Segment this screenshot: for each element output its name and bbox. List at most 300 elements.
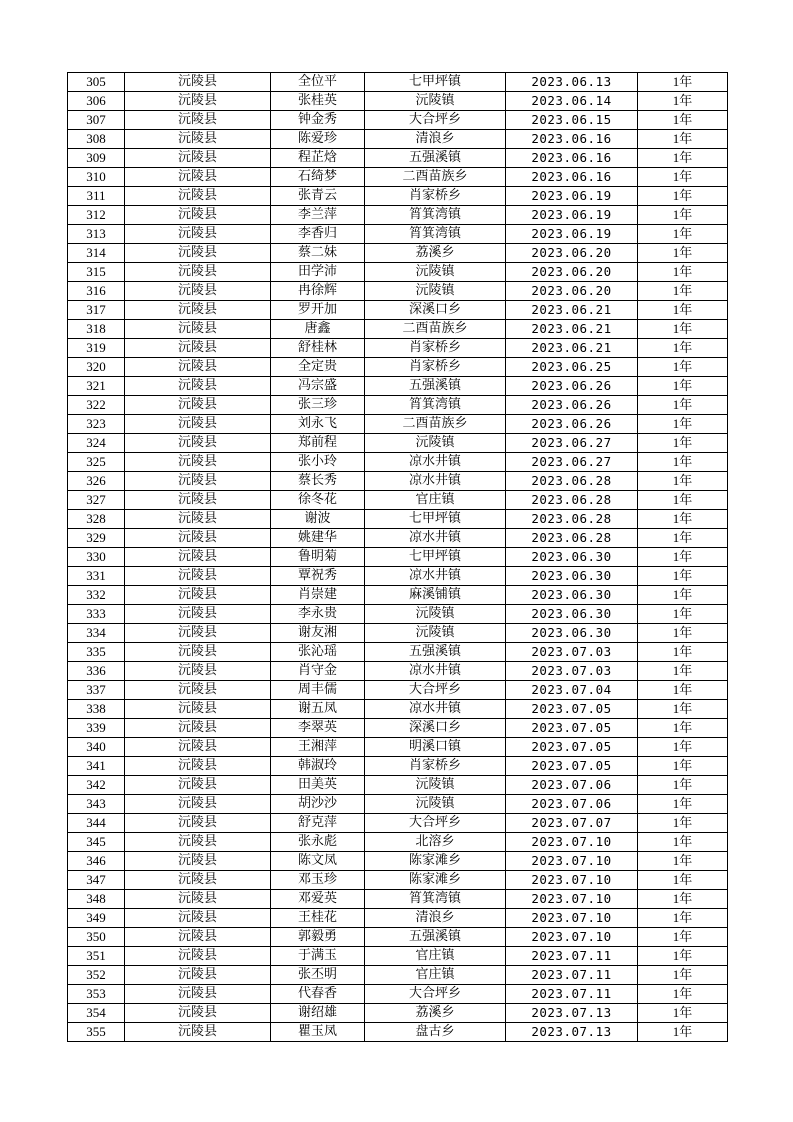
term-cell: 1年 <box>638 73 728 92</box>
table-row <box>68 206 728 225</box>
row-number-cell: 330 <box>68 548 125 567</box>
township-cell: 沅陵镇 <box>365 776 506 795</box>
row-number-cell: 340 <box>68 738 125 757</box>
table-row <box>68 396 728 415</box>
date-cell: 2023.06.19 <box>506 187 638 206</box>
name-cell: 钟金秀 <box>271 111 365 130</box>
township-cell: 七甲坪镇 <box>365 548 506 567</box>
county-cell: 沅陵县 <box>125 605 271 624</box>
row-number-cell: 339 <box>68 719 125 738</box>
township-cell: 凉水井镇 <box>365 567 506 586</box>
term-cell: 1年 <box>638 263 728 282</box>
county-cell: 沅陵县 <box>125 700 271 719</box>
date-cell: 2023.06.30 <box>506 567 638 586</box>
row-number-cell: 328 <box>68 510 125 529</box>
name-cell: 张小玲 <box>271 453 365 472</box>
table-row <box>68 130 728 149</box>
county-cell: 沅陵县 <box>125 187 271 206</box>
township-cell: 五强溪镇 <box>365 149 506 168</box>
table-row <box>68 719 728 738</box>
date-cell: 2023.07.11 <box>506 947 638 966</box>
row-number-cell: 312 <box>68 206 125 225</box>
date-cell: 2023.06.25 <box>506 358 638 377</box>
term-cell: 1年 <box>638 396 728 415</box>
county-cell: 沅陵县 <box>125 472 271 491</box>
term-cell: 1年 <box>638 282 728 301</box>
date-cell: 2023.07.05 <box>506 757 638 776</box>
name-cell: 全定贵 <box>271 358 365 377</box>
table-row <box>68 149 728 168</box>
county-cell: 沅陵县 <box>125 92 271 111</box>
name-cell: 张永彪 <box>271 833 365 852</box>
county-cell: 沅陵县 <box>125 111 271 130</box>
table-row <box>68 529 728 548</box>
county-cell: 沅陵县 <box>125 225 271 244</box>
county-cell: 沅陵县 <box>125 206 271 225</box>
county-cell: 沅陵县 <box>125 586 271 605</box>
township-cell: 筲箕湾镇 <box>365 396 506 415</box>
term-cell: 1年 <box>638 358 728 377</box>
county-cell: 沅陵县 <box>125 662 271 681</box>
county-cell: 沅陵县 <box>125 453 271 472</box>
table-row <box>68 985 728 1004</box>
date-cell: 2023.07.10 <box>506 890 638 909</box>
term-cell: 1年 <box>638 567 728 586</box>
county-cell: 沅陵县 <box>125 985 271 1004</box>
date-cell: 2023.07.07 <box>506 814 638 833</box>
date-cell: 2023.07.10 <box>506 928 638 947</box>
term-cell: 1年 <box>638 985 728 1004</box>
township-cell: 北溶乡 <box>365 833 506 852</box>
table-row <box>68 244 728 263</box>
county-cell: 沅陵县 <box>125 947 271 966</box>
term-cell: 1年 <box>638 624 728 643</box>
date-cell: 2023.06.16 <box>506 149 638 168</box>
township-cell: 凉水井镇 <box>365 700 506 719</box>
row-number-cell: 336 <box>68 662 125 681</box>
row-number-cell: 307 <box>68 111 125 130</box>
table-row <box>68 814 728 833</box>
township-cell: 大合坪乡 <box>365 111 506 130</box>
county-cell: 沅陵县 <box>125 434 271 453</box>
date-cell: 2023.07.05 <box>506 738 638 757</box>
date-cell: 2023.07.11 <box>506 966 638 985</box>
county-cell: 沅陵县 <box>125 1004 271 1023</box>
table-row <box>68 434 728 453</box>
table-row <box>68 624 728 643</box>
term-cell: 1年 <box>638 681 728 700</box>
date-cell: 2023.07.10 <box>506 871 638 890</box>
county-cell: 沅陵县 <box>125 320 271 339</box>
table-row <box>68 225 728 244</box>
row-number-cell: 344 <box>68 814 125 833</box>
term-cell: 1年 <box>638 206 728 225</box>
name-cell: 邓玉珍 <box>271 871 365 890</box>
table-row <box>68 377 728 396</box>
name-cell: 周丰儒 <box>271 681 365 700</box>
township-cell: 沅陵镇 <box>365 282 506 301</box>
term-cell: 1年 <box>638 168 728 187</box>
township-cell: 官庄镇 <box>365 947 506 966</box>
term-cell: 1年 <box>638 871 728 890</box>
county-cell: 沅陵县 <box>125 149 271 168</box>
record-sheet <box>67 72 728 1042</box>
table-row <box>68 966 728 985</box>
county-cell: 沅陵县 <box>125 301 271 320</box>
county-cell: 沅陵县 <box>125 339 271 358</box>
table-row <box>68 871 728 890</box>
term-cell: 1年 <box>638 757 728 776</box>
name-cell: 谢绍雄 <box>271 1004 365 1023</box>
row-number-cell: 316 <box>68 282 125 301</box>
table-row <box>68 111 728 130</box>
county-cell: 沅陵县 <box>125 890 271 909</box>
row-number-cell: 338 <box>68 700 125 719</box>
township-cell: 沅陵镇 <box>365 92 506 111</box>
table-row <box>68 757 728 776</box>
table-row <box>68 909 728 928</box>
row-number-cell: 325 <box>68 453 125 472</box>
row-number-cell: 329 <box>68 529 125 548</box>
date-cell: 2023.06.28 <box>506 472 638 491</box>
name-cell: 唐鑫 <box>271 320 365 339</box>
table-row <box>68 453 728 472</box>
township-cell: 深溪口乡 <box>365 719 506 738</box>
date-cell: 2023.07.05 <box>506 700 638 719</box>
term-cell: 1年 <box>638 472 728 491</box>
term-cell: 1年 <box>638 111 728 130</box>
date-cell: 2023.06.20 <box>506 244 638 263</box>
name-cell: 胡沙沙 <box>271 795 365 814</box>
county-cell: 沅陵县 <box>125 909 271 928</box>
row-number-cell: 342 <box>68 776 125 795</box>
table-row <box>68 643 728 662</box>
name-cell: 冉徐辉 <box>271 282 365 301</box>
date-cell: 2023.06.19 <box>506 225 638 244</box>
date-cell: 2023.06.15 <box>506 111 638 130</box>
row-number-cell: 308 <box>68 130 125 149</box>
name-cell: 蔡长秀 <box>271 472 365 491</box>
township-cell: 官庄镇 <box>365 491 506 510</box>
term-cell: 1年 <box>638 149 728 168</box>
date-cell: 2023.06.30 <box>506 586 638 605</box>
term-cell: 1年 <box>638 966 728 985</box>
term-cell: 1年 <box>638 130 728 149</box>
row-number-cell: 321 <box>68 377 125 396</box>
row-number-cell: 349 <box>68 909 125 928</box>
table-row <box>68 1023 728 1042</box>
township-cell: 明溪口镇 <box>365 738 506 757</box>
row-number-cell: 355 <box>68 1023 125 1042</box>
table-row <box>68 548 728 567</box>
county-cell: 沅陵县 <box>125 396 271 415</box>
name-cell: 张桂英 <box>271 92 365 111</box>
table-row <box>68 320 728 339</box>
name-cell: 李翠英 <box>271 719 365 738</box>
township-cell: 陈家滩乡 <box>365 871 506 890</box>
county-cell: 沅陵县 <box>125 928 271 947</box>
name-cell: 全位平 <box>271 73 365 92</box>
table-row <box>68 776 728 795</box>
name-cell: 张青云 <box>271 187 365 206</box>
date-cell: 2023.06.13 <box>506 73 638 92</box>
name-cell: 徐冬花 <box>271 491 365 510</box>
name-cell: 鲁明菊 <box>271 548 365 567</box>
name-cell: 舒克萍 <box>271 814 365 833</box>
table-row <box>68 187 728 206</box>
name-cell: 舒桂林 <box>271 339 365 358</box>
table-row <box>68 282 728 301</box>
name-cell: 于满玉 <box>271 947 365 966</box>
county-cell: 沅陵县 <box>125 1023 271 1042</box>
name-cell: 谢友湘 <box>271 624 365 643</box>
row-number-cell: 348 <box>68 890 125 909</box>
records-table <box>67 72 728 1042</box>
table-row <box>68 510 728 529</box>
date-cell: 2023.06.16 <box>506 130 638 149</box>
table-row <box>68 605 728 624</box>
name-cell: 肖崇建 <box>271 586 365 605</box>
township-cell: 二酉苗族乡 <box>365 320 506 339</box>
term-cell: 1年 <box>638 738 728 757</box>
township-cell: 肖家桥乡 <box>365 187 506 206</box>
table-row <box>68 263 728 282</box>
township-cell: 荔溪乡 <box>365 244 506 263</box>
county-cell: 沅陵县 <box>125 871 271 890</box>
date-cell: 2023.06.26 <box>506 415 638 434</box>
row-number-cell: 324 <box>68 434 125 453</box>
table-row <box>68 662 728 681</box>
county-cell: 沅陵县 <box>125 833 271 852</box>
name-cell: 张三珍 <box>271 396 365 415</box>
row-number-cell: 311 <box>68 187 125 206</box>
term-cell: 1年 <box>638 776 728 795</box>
county-cell: 沅陵县 <box>125 624 271 643</box>
table-row <box>68 1004 728 1023</box>
name-cell: 石绮梦 <box>271 168 365 187</box>
name-cell: 田学沛 <box>271 263 365 282</box>
term-cell: 1年 <box>638 928 728 947</box>
table-row <box>68 833 728 852</box>
row-number-cell: 313 <box>68 225 125 244</box>
county-cell: 沅陵县 <box>125 263 271 282</box>
date-cell: 2023.06.27 <box>506 434 638 453</box>
county-cell: 沅陵县 <box>125 776 271 795</box>
name-cell: 肖守金 <box>271 662 365 681</box>
row-number-cell: 305 <box>68 73 125 92</box>
table-row <box>68 92 728 111</box>
township-cell: 二酉苗族乡 <box>365 168 506 187</box>
township-cell: 肖家桥乡 <box>365 358 506 377</box>
county-cell: 沅陵县 <box>125 681 271 700</box>
table-row <box>68 586 728 605</box>
row-number-cell: 314 <box>68 244 125 263</box>
table-row <box>68 928 728 947</box>
date-cell: 2023.07.03 <box>506 662 638 681</box>
term-cell: 1年 <box>638 605 728 624</box>
table-row <box>68 358 728 377</box>
township-cell: 沅陵镇 <box>365 624 506 643</box>
county-cell: 沅陵县 <box>125 795 271 814</box>
date-cell: 2023.06.16 <box>506 168 638 187</box>
row-number-cell: 333 <box>68 605 125 624</box>
date-cell: 2023.07.06 <box>506 795 638 814</box>
township-cell: 五强溪镇 <box>365 377 506 396</box>
date-cell: 2023.07.06 <box>506 776 638 795</box>
term-cell: 1年 <box>638 434 728 453</box>
date-cell: 2023.07.05 <box>506 719 638 738</box>
date-cell: 2023.06.26 <box>506 377 638 396</box>
township-cell: 筲箕湾镇 <box>365 890 506 909</box>
county-cell: 沅陵县 <box>125 491 271 510</box>
term-cell: 1年 <box>638 453 728 472</box>
date-cell: 2023.06.30 <box>506 605 638 624</box>
date-cell: 2023.07.10 <box>506 833 638 852</box>
row-number-cell: 318 <box>68 320 125 339</box>
row-number-cell: 334 <box>68 624 125 643</box>
name-cell: 覃祝秀 <box>271 567 365 586</box>
township-cell: 二酉苗族乡 <box>365 415 506 434</box>
name-cell: 张沁瑶 <box>271 643 365 662</box>
term-cell: 1年 <box>638 377 728 396</box>
row-number-cell: 315 <box>68 263 125 282</box>
date-cell: 2023.06.20 <box>506 263 638 282</box>
township-cell: 盘古乡 <box>365 1023 506 1042</box>
table-row <box>68 681 728 700</box>
county-cell: 沅陵县 <box>125 168 271 187</box>
name-cell: 谢波 <box>271 510 365 529</box>
township-cell: 七甲坪镇 <box>365 73 506 92</box>
term-cell: 1年 <box>638 187 728 206</box>
township-cell: 沅陵镇 <box>365 605 506 624</box>
county-cell: 沅陵县 <box>125 415 271 434</box>
name-cell: 李兰萍 <box>271 206 365 225</box>
table-row <box>68 947 728 966</box>
county-cell: 沅陵县 <box>125 73 271 92</box>
date-cell: 2023.06.28 <box>506 491 638 510</box>
term-cell: 1年 <box>638 795 728 814</box>
row-number-cell: 319 <box>68 339 125 358</box>
name-cell: 郑前程 <box>271 434 365 453</box>
name-cell: 程芷焓 <box>271 149 365 168</box>
table-row <box>68 852 728 871</box>
row-number-cell: 327 <box>68 491 125 510</box>
township-cell: 沅陵镇 <box>365 263 506 282</box>
row-number-cell: 323 <box>68 415 125 434</box>
township-cell: 荔溪乡 <box>365 1004 506 1023</box>
county-cell: 沅陵县 <box>125 643 271 662</box>
row-number-cell: 346 <box>68 852 125 871</box>
term-cell: 1年 <box>638 92 728 111</box>
township-cell: 清浪乡 <box>365 130 506 149</box>
name-cell: 蔡二妹 <box>271 244 365 263</box>
row-number-cell: 341 <box>68 757 125 776</box>
township-cell: 深溪口乡 <box>365 301 506 320</box>
term-cell: 1年 <box>638 320 728 339</box>
term-cell: 1年 <box>638 339 728 358</box>
county-cell: 沅陵县 <box>125 966 271 985</box>
county-cell: 沅陵县 <box>125 814 271 833</box>
name-cell: 谢五凤 <box>271 700 365 719</box>
date-cell: 2023.06.21 <box>506 339 638 358</box>
row-number-cell: 354 <box>68 1004 125 1023</box>
name-cell: 王湘萍 <box>271 738 365 757</box>
name-cell: 张丕明 <box>271 966 365 985</box>
township-cell: 五强溪镇 <box>365 643 506 662</box>
township-cell: 凉水井镇 <box>365 472 506 491</box>
row-number-cell: 310 <box>68 168 125 187</box>
township-cell: 大合坪乡 <box>365 814 506 833</box>
name-cell: 冯宗盛 <box>271 377 365 396</box>
row-number-cell: 317 <box>68 301 125 320</box>
county-cell: 沅陵县 <box>125 567 271 586</box>
name-cell: 陈爱珍 <box>271 130 365 149</box>
term-cell: 1年 <box>638 244 728 263</box>
name-cell: 瞿玉凤 <box>271 1023 365 1042</box>
term-cell: 1年 <box>638 548 728 567</box>
name-cell: 陈文凤 <box>271 852 365 871</box>
county-cell: 沅陵县 <box>125 852 271 871</box>
date-cell: 2023.07.03 <box>506 643 638 662</box>
term-cell: 1年 <box>638 909 728 928</box>
date-cell: 2023.06.14 <box>506 92 638 111</box>
township-cell: 大合坪乡 <box>365 985 506 1004</box>
county-cell: 沅陵县 <box>125 358 271 377</box>
date-cell: 2023.06.21 <box>506 301 638 320</box>
county-cell: 沅陵县 <box>125 529 271 548</box>
row-number-cell: 343 <box>68 795 125 814</box>
row-number-cell: 345 <box>68 833 125 852</box>
township-cell: 凉水井镇 <box>365 662 506 681</box>
township-cell: 凉水井镇 <box>365 529 506 548</box>
term-cell: 1年 <box>638 1004 728 1023</box>
township-cell: 七甲坪镇 <box>365 510 506 529</box>
township-cell: 清浪乡 <box>365 909 506 928</box>
term-cell: 1年 <box>638 719 728 738</box>
term-cell: 1年 <box>638 1023 728 1042</box>
table-row <box>68 415 728 434</box>
term-cell: 1年 <box>638 529 728 548</box>
row-number-cell: 335 <box>68 643 125 662</box>
term-cell: 1年 <box>638 890 728 909</box>
name-cell: 王桂花 <box>271 909 365 928</box>
row-number-cell: 337 <box>68 681 125 700</box>
table-row <box>68 301 728 320</box>
row-number-cell: 353 <box>68 985 125 1004</box>
township-cell: 肖家桥乡 <box>365 757 506 776</box>
township-cell: 筲箕湾镇 <box>365 206 506 225</box>
township-cell: 大合坪乡 <box>365 681 506 700</box>
township-cell: 凉水井镇 <box>365 453 506 472</box>
table-row <box>68 738 728 757</box>
township-cell: 麻溪铺镇 <box>365 586 506 605</box>
row-number-cell: 306 <box>68 92 125 111</box>
date-cell: 2023.06.21 <box>506 320 638 339</box>
table-row <box>68 795 728 814</box>
row-number-cell: 332 <box>68 586 125 605</box>
table-row <box>68 73 728 92</box>
term-cell: 1年 <box>638 643 728 662</box>
table-row <box>68 567 728 586</box>
township-cell: 肖家桥乡 <box>365 339 506 358</box>
table-row <box>68 700 728 719</box>
row-number-cell: 309 <box>68 149 125 168</box>
table-row <box>68 472 728 491</box>
term-cell: 1年 <box>638 852 728 871</box>
table-row <box>68 890 728 909</box>
name-cell: 李永贵 <box>271 605 365 624</box>
row-number-cell: 351 <box>68 947 125 966</box>
